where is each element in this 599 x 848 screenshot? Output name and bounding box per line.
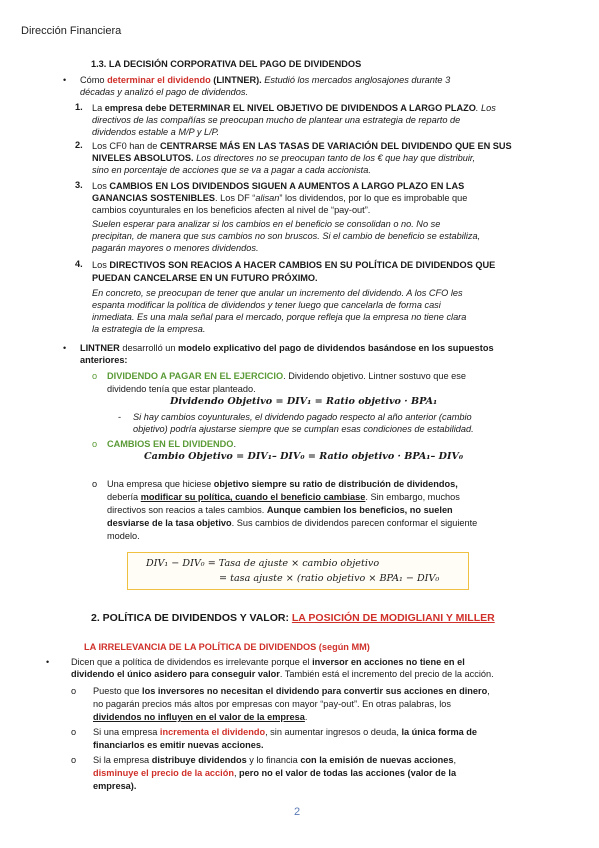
mm-sub1-line1 <box>93 685 490 697</box>
text: desviarse de la tasa objetivo <box>107 518 232 528</box>
text: los inversores no necesitan el dividendo para convertir sus acciones en dinero <box>142 686 488 696</box>
text: Estudió los mercados anglosajones durante 3 <box>264 75 451 85</box>
text: dividendos no influyen en el valor de la empresa <box>93 712 305 722</box>
document-header: Dirección Financiera <box>21 25 122 37</box>
text: empresa debe DETERMINAR EL NIVEL OBJETIVO DE DIVIDENDOS A LARGO PLAZO <box>104 103 476 113</box>
text: . Los <box>475 103 496 113</box>
mm-sub1-line3 <box>93 711 307 723</box>
mm-line2 <box>71 668 494 680</box>
text: Dicen que a política de dividendos es irrelevante porque el <box>71 657 313 667</box>
highlight-text: CAMBIOS EN EL DIVIDENDO <box>107 439 234 449</box>
text: Una empresa que hiciese <box>107 479 214 489</box>
formula-dividend-objective: Dividendo Objetivo = DIV₁ = Ratio objetivo · BPA₁ <box>170 396 438 407</box>
highlight-text: LA POSICIÓN DE MODIGLIANI Y MILLER <box>291 612 495 624</box>
text: . Dividendo objetivo. Lintner sostuvo que ese <box>283 371 466 381</box>
text: . <box>304 712 308 722</box>
text: (LINTNER). <box>210 75 265 85</box>
text: , <box>453 755 457 765</box>
sub3-line1 <box>107 478 458 490</box>
mm-sub2-line1 <box>93 726 477 738</box>
lintner-model-line1 <box>80 342 494 354</box>
item-4-line6: la estrategia de la empresa. <box>92 324 206 334</box>
text: , <box>233 768 240 778</box>
text: con la emisión de nuevas acciones <box>300 755 454 765</box>
highlight-text: determinar el dividendo <box>107 75 211 85</box>
formula-change-objective: Cambio Objetivo = DIV₁– DIV₀ = Ratio objetivo · BPA₁– DIV₀ <box>144 451 464 462</box>
text: Si una empresa <box>93 727 160 737</box>
text: Los directores no se preocupan tanto de los € que hay que distribuir, <box>193 153 476 163</box>
text: desarrolló un <box>119 343 179 353</box>
section-title-1-3: 1.3. LA DECISIÓN CORPORATIVA DEL PAGO DE DIVIDENDOS <box>91 59 362 69</box>
item-4-line1 <box>92 259 495 271</box>
circle-bullet-icon: o <box>71 686 77 696</box>
section-title-2 <box>91 612 495 624</box>
item-4-line4: espanta modificar la política de dividendos y tener luego que cancelarla de forma casi <box>92 300 441 310</box>
text: Los <box>92 260 110 270</box>
item-4-line5: inmediata. Es una mala señal para el mercado, porque refleja que la empresa no tiene clara <box>92 312 467 322</box>
item-3-line2 <box>92 192 467 204</box>
text: La <box>92 103 105 113</box>
mm-sub3-line2 <box>93 767 456 779</box>
text: objetivo siempre su ratio de distribución de dividendos, <box>213 479 458 489</box>
lintner-intro-line2: décadas y analizó el pago de dividendos. <box>80 87 249 97</box>
text: , <box>487 686 490 696</box>
sub3-line4 <box>107 517 477 529</box>
text: Si la empresa <box>93 755 152 765</box>
text: Puesto que <box>93 686 143 696</box>
text: . Sus cambios de dividendos parecen conformar el siguiente <box>231 518 478 528</box>
mm-sub3-line1 <box>93 754 456 766</box>
sub3-line5: modelo. <box>107 531 140 541</box>
highlight-text: DIVIDENDO A PAGAR EN EL EJERCICIO <box>107 371 284 381</box>
page-number: 2 <box>294 806 301 818</box>
item-1-line3: dividendos estable a M/P y L/P. <box>92 127 220 137</box>
text: y lo financia <box>246 755 301 765</box>
text: CENTRARSE MÁS EN LAS TASAS DE VARIACIÓN DEL DIVIDENDO QUE EN SUS <box>159 141 512 151</box>
circle-bullet-icon: o <box>71 727 77 737</box>
text: Cómo <box>80 75 108 85</box>
circle-bullet-icon: o <box>71 755 77 765</box>
item-3-line4: Suelen esperar para analizar si los cambios en el beneficio se consolidan o no. No se <box>92 219 441 229</box>
text: debería <box>107 492 141 502</box>
text: modelo explicativo del pago de dividendos basándose en los supuestos <box>178 343 494 353</box>
text: la única forma de <box>401 727 478 737</box>
text: Los CF0 han de <box>92 141 160 151</box>
list-number: 2. <box>75 140 83 150</box>
item-4-line3: En concreto, se preocupan de tener que anular un incremento del dividendo. A los CFO les <box>92 288 463 298</box>
text: NIVELES ABSOLUTOS. <box>92 153 194 163</box>
circle-bullet-icon: o <box>92 371 98 381</box>
text: modificar su política, cuando el beneficio cambiase <box>140 492 366 502</box>
text: distribuye dividendos <box>151 755 247 765</box>
irrelevance-subtitle <box>84 641 370 653</box>
mm-sub2-line2: financiarlos es emitir nuevas acciones. <box>93 740 264 750</box>
circle-bullet-icon: o <box>92 479 98 489</box>
lintner-intro-line1 <box>80 74 450 86</box>
text: GANANCIAS SOSTENIBLES <box>92 193 216 203</box>
lintner-model-line2: anteriores: <box>80 355 128 365</box>
text: pero no el valor de todas las acciones <box>239 768 405 778</box>
bullet-icon: • <box>63 75 67 85</box>
item-3-line6: pagarán mayores o menores dividendos. <box>92 243 259 253</box>
text: . <box>233 439 236 449</box>
text: directivos son reacios a tales cambios. <box>107 505 267 515</box>
text: . Sin embargo, muchos <box>365 492 460 502</box>
highlight-text: incrementa el dividendo <box>159 727 266 737</box>
text: dividendo el único asidero para conseguir valor <box>71 669 280 679</box>
mm-line1 <box>71 656 465 668</box>
text: (valor de la <box>405 768 457 778</box>
text: (según MM) <box>316 642 370 652</box>
sub3-line2 <box>107 491 460 503</box>
highlight-text: disminuye el precio de la acción <box>93 768 234 778</box>
item-3-line3: cambios coyunturales en los beneficios afecten al nivel de “pay-out”. <box>92 205 371 215</box>
mm-sub3-line3: empresa). <box>93 781 137 791</box>
text: inversor en acciones no tiene en el <box>312 657 465 667</box>
item-2-line3: sino en porcentaje de acciones que se va a pagar a cada accionista. <box>92 165 371 175</box>
mm-sub1-line2: no pagarán precios más altos por empresas con mayor “pay-out”. En otras palabras, los <box>93 699 451 709</box>
text: DIRECTIVOS SON REACIOS A HACER CAMBIOS EN SU POLÍTICA DE DIVIDENDOS QUE <box>109 260 496 270</box>
dash-icon: - <box>118 412 122 422</box>
item-1-line1 <box>92 102 496 114</box>
sub1-line1 <box>107 370 466 382</box>
item-1-line2: directivos de las compañías se preocupan mucho de plantear una estrategia de reparto de <box>92 115 461 125</box>
circle-bullet-icon: o <box>92 439 98 449</box>
item-4-line2: PUEDAN CANCELARSE EN UN FUTURO PRÓXIMO. <box>92 273 318 283</box>
box-formula-line1: DIV₁ − DIV₀ = Tasa de ajuste × cambio objetivo <box>146 558 380 569</box>
text: ” los dividendos, por lo que es improbable que <box>279 193 468 203</box>
item-3-line1 <box>92 180 464 192</box>
text: 2. POLÍTICA DE DIVIDENDOS Y VALOR: <box>91 612 292 624</box>
highlight-text: LA IRRELEVANCIA DE LA POLÍTICA DE DIVIDENDOS <box>84 642 317 652</box>
bullet-icon: • <box>63 343 67 353</box>
text: LINTNER <box>80 343 120 353</box>
text: . También está el incremento del precio de la acción. <box>279 669 494 679</box>
item-3-line5: precipitan, de manera que sus cambios no son bruscos. Si el cambio de beneficio se estabiliza, <box>92 231 481 241</box>
text: Aunque cambien los beneficios, no suelen <box>266 505 453 515</box>
sub1-note-line2: objetivo) podría ajustarse siempre que se cumplan esas condiciones de estabilidad. <box>133 424 474 434</box>
bullet-icon: • <box>46 657 50 667</box>
text: alisan <box>255 193 280 203</box>
list-number: 1. <box>75 102 83 112</box>
sub2-line1 <box>107 438 236 450</box>
item-2-line2 <box>92 152 475 164</box>
text: , sin aumentar ingresos o deuda, <box>265 727 402 737</box>
sub3-line3 <box>107 504 453 516</box>
sub1-note-line1: Si hay cambios coyunturales, el dividendo pagado respecto al año anterior (cambio <box>133 412 472 422</box>
text: Los <box>92 181 110 191</box>
list-number: 3. <box>75 180 83 190</box>
text: . Los DF “ <box>215 193 256 203</box>
item-2-line1 <box>92 140 512 152</box>
list-number: 4. <box>75 259 83 269</box>
text: CAMBIOS EN LOS DIVIDENDOS SIGUEN A AUMENTOS A LARGO PLAZO EN LAS <box>109 181 465 191</box>
sub1-line2: dividendo tenía que estar planteado. <box>107 384 256 394</box>
box-formula-line2: = tasa ajuste × (ratio objetivo × BPA₁ − DIV₀ <box>219 573 440 584</box>
